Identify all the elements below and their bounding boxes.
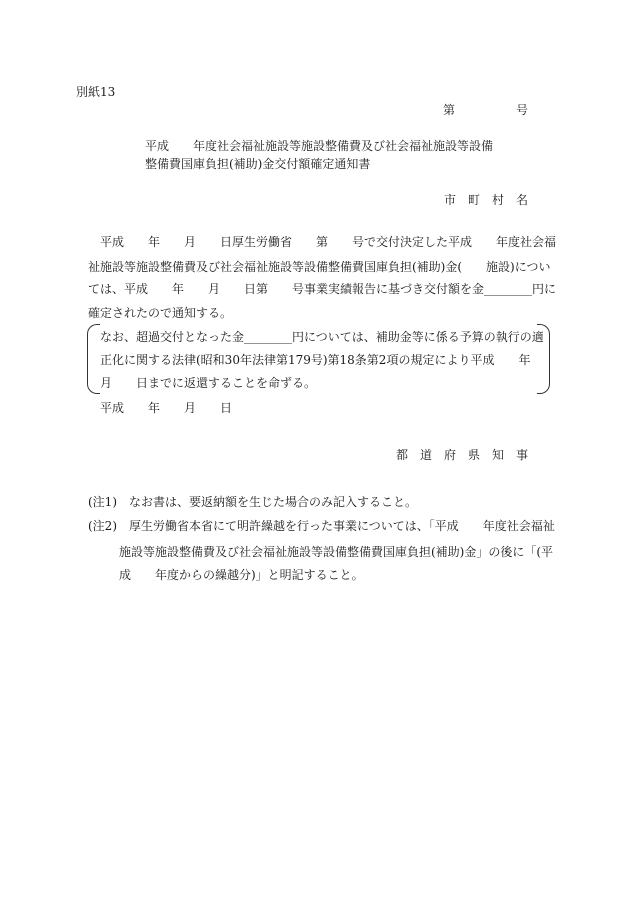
doc-number-go: 号 xyxy=(516,103,529,117)
body-line-2: 祉施設等施設整備費及び社会福祉施設等設備整備費国庫負担(補助)金( 施設)につい xyxy=(88,260,551,274)
bracket-line-3: 月 日までに返還することを命ずる。 xyxy=(100,376,317,390)
body-line-4: 確定されたので通知する。 xyxy=(88,306,233,320)
body-line-3: ては、平成 年 月 日第 号事業実績報告に基づき交付額を金________円に xyxy=(88,282,557,296)
title-line-1: 平成 年度社会福祉施設等施設整備費及び社会福祉施設等設備 xyxy=(145,139,494,153)
attachment-label: 別紙13 xyxy=(76,85,116,99)
bracket-line-2: 正化に関する法律(昭和30年法律第179号)第18条第2項の規定により平成 年 xyxy=(100,353,531,367)
issue-date: 平成 年 月 日 xyxy=(100,401,233,415)
title-line-2: 整備費国庫負担(補助)金交付額確定通知書 xyxy=(145,157,371,171)
issuer: 都 道 府 県 知 事 xyxy=(396,448,529,462)
recipient: 市 町 村 名 xyxy=(444,193,529,207)
bracket-left xyxy=(87,324,100,394)
note-1: (注1) なお書は、要返納額を生じた場合のみ記入すること。 xyxy=(88,495,418,509)
doc-number-dai: 第 xyxy=(443,103,456,117)
note-2-line-1: (注2) 厚生労働省本省にて明許繰越を行った事業については、「平成 年度社会福祉 xyxy=(88,519,555,533)
body-line-1: 平成 年 月 日厚生労働省 第 号で交付決定した平成 年度社会福 xyxy=(100,235,557,249)
bracket-line-1: なお、超過交付となった金________円については、補助金等に係る予算の執行の適 xyxy=(100,330,544,344)
note-2-line-2: 施設等施設整備費及び社会福祉施設等設備整備費国庫負担(補助)金」の後に「(平 xyxy=(119,545,554,559)
note-2-line-3: 成 年度からの繰越分)」と明記すること。 xyxy=(119,568,364,582)
